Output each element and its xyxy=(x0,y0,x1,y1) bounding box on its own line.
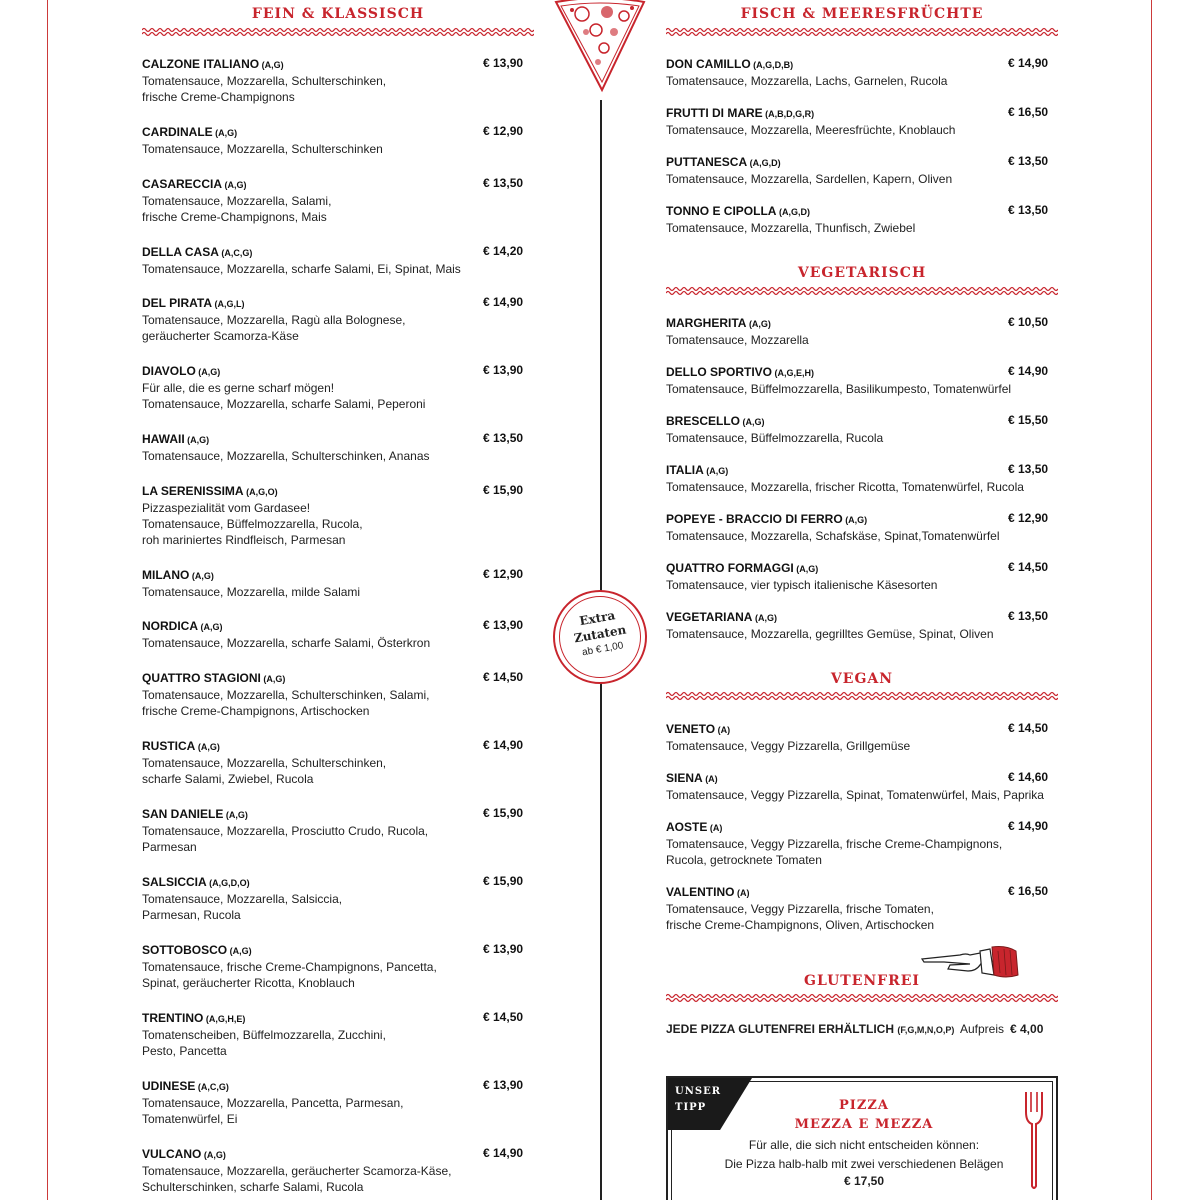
menu-item xyxy=(666,105,955,138)
item-name: AOSTE (A) xyxy=(666,820,723,834)
item-allergens: (A) xyxy=(707,823,723,833)
item-allergens: (A,G) xyxy=(198,622,223,632)
item-price: € 15,90 xyxy=(483,874,524,888)
item-name: LA SERENISSIMA (A,G,O) xyxy=(142,484,278,498)
item-name: CARDINALE (A,G) xyxy=(142,125,238,139)
section-title-fein: FEIN & KLASSISCH xyxy=(251,6,425,22)
menu-item xyxy=(142,1146,451,1195)
item-allergens: (A,G) xyxy=(793,564,819,574)
pointing-hand-icon xyxy=(920,945,1020,981)
item-description: frische Creme-Champignons, Mais xyxy=(142,210,327,224)
item-price: € 12,90 xyxy=(483,567,524,581)
item-name: DON CAMILLO (A,G,D,B) xyxy=(666,57,794,71)
item-description: Tomatensauce, Veggy Pizzarella, frische Tomaten, xyxy=(666,902,934,916)
item-description: Tomatensauce, Mozzarella, gegrilltes Gemüse, Spinat, Oliven xyxy=(666,627,994,641)
item-price: € 12,90 xyxy=(483,124,524,138)
item-allergens: (A,G) xyxy=(227,946,252,956)
item-description: Tomatensauce, Mozzarella, Schulterschinken, Ananas xyxy=(142,449,430,463)
tip-price: € 17,50 xyxy=(843,1174,885,1188)
section-title-vegan: VEGAN xyxy=(830,671,894,687)
glutenfree-label: JEDE PIZZA GLUTENFREI ERHÄLTLICH (F,G,M,N,O,P) xyxy=(666,1022,955,1036)
item-price: € 14,20 xyxy=(483,244,524,258)
item-name: QUATTRO FORMAGGI (A,G) xyxy=(666,561,819,575)
item-name: SIENA (A) xyxy=(666,771,718,785)
menu-item xyxy=(666,770,1044,803)
item-description: Tomatensauce, Mozzarella, Meeresfrüchte, Knoblauch xyxy=(666,123,956,137)
menu-item xyxy=(142,124,383,157)
item-name: FRUTTI DI MARE (A,B,D,G,R) xyxy=(666,106,815,120)
item-allergens: (A,G,O) xyxy=(243,487,278,497)
item-price: € 14,60 xyxy=(1008,770,1049,784)
menu-item xyxy=(666,203,915,236)
item-name: DELLO SPORTIVO (A,G,E,H) xyxy=(666,365,815,379)
item-price: € 12,90 xyxy=(1008,511,1049,525)
menu-item xyxy=(142,56,386,105)
item-price: € 13,50 xyxy=(1008,462,1049,476)
item-name: CALZONE ITALIANO (A,G) xyxy=(142,57,284,71)
item-name: RUSTICA (A,G) xyxy=(142,739,220,753)
menu-item xyxy=(666,413,883,446)
menu-item xyxy=(142,244,461,277)
menu-item xyxy=(666,364,1011,397)
tip-tag-line2: TIPP xyxy=(675,1102,707,1113)
menu-item xyxy=(142,483,363,548)
item-description: Tomatensauce, Mozzarella, milde Salami xyxy=(142,585,361,599)
tip-tag-line1: UNSER xyxy=(675,1086,722,1097)
item-allergens: (A,G) xyxy=(195,367,221,377)
fork-icon xyxy=(1023,1090,1045,1190)
item-price: € 13,90 xyxy=(483,56,524,70)
item-price: € 14,90 xyxy=(1008,364,1049,378)
item-description: Tomatensauce, Mozzarella, Thunfisch, Zwiebel xyxy=(666,221,916,235)
item-allergens: (A,G) xyxy=(184,435,210,445)
item-description: Tomatensauce, Mozzarella, frischer Ricotta, Tomatenwürfel, Rucola xyxy=(666,480,1024,494)
extra-toppings-badge xyxy=(553,590,647,684)
item-description: Tomatensauce, Büffelmozzarella, Rucola xyxy=(666,431,884,445)
extra-badge-line1: Extra xyxy=(578,608,617,629)
menu-item xyxy=(142,670,429,719)
surcharge-label: Aufpreis xyxy=(960,1022,1005,1036)
item-description: Tomatensauce, Mozzarella, Prosciutto Crudo, Rucola, xyxy=(142,824,429,838)
item-description: Parmesan, Rucola xyxy=(142,908,241,922)
item-description: Tomatensauce, Mozzarella, geräucherter Scamorza-Käse, xyxy=(142,1164,452,1178)
item-price: € 14,90 xyxy=(483,1146,524,1160)
item-description: geräucherter Scamorza-Käse xyxy=(142,329,299,343)
item-name: PUTTANESCA (A,G,D) xyxy=(666,155,781,169)
page-border-left xyxy=(47,0,48,1200)
item-name: BRESCELLO (A,G) xyxy=(666,414,765,428)
item-price: € 16,50 xyxy=(1008,884,1049,898)
item-price: € 15,50 xyxy=(1008,413,1049,427)
tip-title-1: PIZZA xyxy=(839,1098,889,1113)
menu-item xyxy=(666,609,994,642)
menu-item xyxy=(142,567,360,600)
item-description: scharfe Salami, Zwiebel, Rucola xyxy=(142,772,314,786)
item-price: € 13,90 xyxy=(483,1078,524,1092)
section-title-fisch: FISCH & MEERESFRÜCHTE xyxy=(740,6,984,22)
item-allergens: (A,G) xyxy=(195,742,220,752)
item-description: Tomatensauce, Mozzarella, Schafskäse, Spinat,Tomatenwürfel xyxy=(666,529,1000,543)
item-description: Tomatensauce, Veggy Pizzarella, Spinat, Tomatenwürfel, Mais, Paprika xyxy=(666,788,1044,802)
item-allergens: (A) xyxy=(702,774,718,784)
section-title-vegetarisch: VEGETARISCH xyxy=(797,265,927,281)
item-allergens: (A) xyxy=(734,888,750,898)
item-description: Für alle, die es gerne scharf mögen! xyxy=(142,381,335,395)
item-description: Tomatensauce, Büffelmozzarella, Rucola, xyxy=(142,517,363,531)
menu-item xyxy=(666,462,1024,495)
item-allergens: (A,B,D,G,R) xyxy=(762,109,815,119)
item-name: HAWAII (A,G) xyxy=(142,432,210,446)
item-name: DEL PIRATA (A,G,L) xyxy=(142,296,245,310)
menu-item xyxy=(142,874,342,923)
item-description: Tomatensauce, Mozzarella, Sardellen, Kapern, Oliven xyxy=(666,172,953,186)
item-description: Pizzaspezialität vom Gardasee! xyxy=(142,501,311,515)
menu-item xyxy=(666,511,1000,544)
item-allergens: (A,G) xyxy=(259,60,284,70)
glutenfree-row xyxy=(666,1022,1066,1040)
item-allergens: (A,G) xyxy=(223,810,248,820)
item-price: € 13,50 xyxy=(483,176,524,190)
glutenfree-allergens: (F,G,M,N,O,P) xyxy=(897,1025,955,1035)
section-divider-fisch xyxy=(666,27,1058,37)
item-allergens: (A,G,D,O) xyxy=(206,878,250,888)
item-allergens: (A,G) xyxy=(212,128,238,138)
extra-badge-line3: ab € 1,00 xyxy=(581,640,625,659)
surcharge-price: € 4,00 xyxy=(1010,1022,1044,1036)
item-name: SAN DANIELE (A,G) xyxy=(142,807,248,821)
item-price: € 10,50 xyxy=(1008,315,1049,329)
item-allergens: (A,G) xyxy=(746,319,771,329)
item-price: € 13,50 xyxy=(483,431,524,445)
item-name: VENETO (A) xyxy=(666,722,731,736)
item-allergens: (A,G,H,E) xyxy=(203,1014,246,1024)
item-description: Tomatensauce, Mozzarella, Salsiccia, xyxy=(142,892,343,906)
menu-item xyxy=(142,942,437,991)
section-divider-vegetarisch xyxy=(666,286,1058,296)
menu-item xyxy=(666,560,937,593)
tip-line-1: Für alle, die sich nicht entscheiden können: xyxy=(748,1138,980,1152)
item-name: MILANO (A,G) xyxy=(142,568,214,582)
menu-item xyxy=(142,738,386,787)
item-name: UDINESE (A,C,G) xyxy=(142,1079,229,1093)
item-price: € 14,50 xyxy=(483,670,524,684)
menu-item xyxy=(666,884,934,933)
item-price: € 13,50 xyxy=(1008,154,1049,168)
item-name: ITALIA (A,G) xyxy=(666,463,729,477)
item-name: POPEYE - BRACCIO DI FERRO (A,G) xyxy=(666,512,868,526)
item-allergens: (A,G) xyxy=(201,1150,226,1160)
item-price: € 14,50 xyxy=(1008,560,1049,574)
extra-badge-line2: Zutaten xyxy=(572,622,628,646)
item-description: Tomatensauce, Mozzarella, Pancetta, Parmesan, xyxy=(142,1096,404,1110)
item-allergens: (A,G,D) xyxy=(776,207,810,217)
item-description: Tomatensauce, Mozzarella, scharfe Salami, Österkron xyxy=(142,636,431,650)
item-price: € 14,50 xyxy=(1008,721,1049,735)
item-name: VALENTINO (A) xyxy=(666,885,750,899)
menu-item xyxy=(142,431,430,464)
item-description: Tomatensauce, Veggy Pizzarella, frische Creme-Champignons, xyxy=(666,837,1003,851)
item-name: SOTTOBOSCO (A,G) xyxy=(142,943,252,957)
tip-title-2: MEZZA E MEZZA xyxy=(794,1117,934,1132)
item-price: € 13,90 xyxy=(483,363,524,377)
item-description: Tomatensauce, Mozzarella, Lachs, Garnelen, Rucola xyxy=(666,74,948,88)
item-description: frische Creme-Champignons xyxy=(142,90,295,104)
item-description: frische Creme-Champignons, Oliven, Artischocken xyxy=(666,918,935,932)
item-description: Tomatensauce, Mozzarella, Schulterschinken xyxy=(142,142,383,156)
item-name: NORDICA (A,G) xyxy=(142,619,223,633)
item-description: roh mariniertes Rindfleisch, Parmesan xyxy=(142,533,346,547)
menu-item xyxy=(666,315,809,348)
menu-item xyxy=(142,295,405,344)
item-allergens: (A,G,D,B) xyxy=(750,60,794,70)
item-name: SALSICCIA (A,G,D,O) xyxy=(142,875,250,889)
item-description: Pesto, Pancetta xyxy=(142,1044,227,1058)
item-price: € 15,90 xyxy=(483,806,524,820)
item-allergens: (A,G,E,H) xyxy=(772,368,815,378)
item-name: DELLA CASA (A,C,G) xyxy=(142,245,253,259)
item-price: € 14,50 xyxy=(483,1010,524,1024)
item-price: € 13,90 xyxy=(483,942,524,956)
item-name: TONNO E CIPOLLA (A,G,D) xyxy=(666,204,810,218)
menu-item xyxy=(666,721,910,754)
section-divider-fein xyxy=(142,27,534,37)
item-allergens: (A,G) xyxy=(260,674,286,684)
section-divider-glutenfrei xyxy=(666,993,1058,1003)
item-allergens: (A,G) xyxy=(740,417,765,427)
item-name: MARGHERITA (A,G) xyxy=(666,316,771,330)
item-description: Tomatensauce, Mozzarella, Schulterschinken, xyxy=(142,756,387,770)
tip-box xyxy=(666,1076,1058,1200)
item-allergens: (A,C,G) xyxy=(195,1082,229,1092)
item-description: Tomatensauce, Mozzarella, Ragù alla Bolognese, xyxy=(142,313,406,327)
item-price: € 14,90 xyxy=(1008,819,1049,833)
item-description: Tomatensauce, Mozzarella, Schulterschinken, Salami, xyxy=(142,688,430,702)
item-allergens: (A,G,D) xyxy=(747,158,781,168)
item-allergens: (A,G) xyxy=(189,571,214,581)
item-description: Tomatenwürfel, Ei xyxy=(142,1112,238,1126)
menu-item xyxy=(666,56,947,89)
item-name: CASARECCIA (A,G) xyxy=(142,177,247,191)
item-price: € 14,90 xyxy=(1008,56,1049,70)
item-allergens: (A,G) xyxy=(842,515,868,525)
item-name: TRENTINO (A,G,H,E) xyxy=(142,1011,246,1025)
item-description: Tomatensauce, vier typisch italienische Käsesorten xyxy=(666,578,938,592)
item-allergens: (A,G) xyxy=(703,466,729,476)
item-price: € 13,90 xyxy=(483,618,524,632)
item-price: € 13,50 xyxy=(1008,203,1049,217)
item-description: Tomatensauce, Mozzarella xyxy=(666,333,809,347)
item-description: Tomatensauce, Mozzarella, Salami, xyxy=(142,194,332,208)
item-description: frische Creme-Champignons, Artischocken xyxy=(142,704,370,718)
pizza-slice-icon xyxy=(552,0,648,96)
page-border-right xyxy=(1151,0,1152,1200)
item-description: Tomatensauce, Büffelmozzarella, Basilikumpesto, Tomatenwürfel xyxy=(666,382,1012,396)
item-allergens: (A,G,L) xyxy=(212,299,245,309)
item-price: € 16,50 xyxy=(1008,105,1049,119)
item-price: € 13,50 xyxy=(1008,609,1049,623)
item-allergens: (A,G) xyxy=(222,180,247,190)
item-description: Tomatensauce, Mozzarella, scharfe Salami, Peperoni xyxy=(142,397,426,411)
item-price: € 14,90 xyxy=(483,738,524,752)
item-description: Schulterschinken, scharfe Salami, Rucola xyxy=(142,1180,364,1194)
item-description: Tomatensauce, Mozzarella, scharfe Salami, Ei, Spinat, Mais xyxy=(142,262,461,276)
item-name: VULCANO (A,G) xyxy=(142,1147,226,1161)
tip-line-2: Die Pizza halb-halb mit zwei verschiedenen Belägen xyxy=(724,1157,1004,1171)
menu-item xyxy=(142,1078,403,1127)
menu-item xyxy=(142,176,331,225)
item-description: Tomatenscheiben, Büffelmozzarella, Zucchini, xyxy=(142,1028,386,1042)
item-description: Spinat, geräucherter Ricotta, Knoblauch xyxy=(142,976,355,990)
item-allergens: (A,C,G) xyxy=(218,248,253,258)
section-divider-vegan xyxy=(666,691,1058,701)
item-description: Tomatensauce, Mozzarella, Schulterschinken, xyxy=(142,74,387,88)
menu-item xyxy=(142,363,425,412)
section-title-glutenfrei: GLUTENFREI xyxy=(804,973,920,989)
menu-item xyxy=(142,1010,386,1059)
item-name: DIAVOLO (A,G) xyxy=(142,364,221,378)
item-allergens: (A,G) xyxy=(752,613,777,623)
item-description: Tomatensauce, frische Creme-Champignons, Pancetta, xyxy=(142,960,437,974)
menu-item xyxy=(142,806,428,855)
item-description: Parmesan xyxy=(142,840,197,854)
item-price: € 14,90 xyxy=(483,295,524,309)
menu-item xyxy=(142,618,430,651)
menu-item xyxy=(666,154,952,187)
item-price: € 15,90 xyxy=(483,483,524,497)
item-description: Tomatensauce, Veggy Pizzarella, Grillgemüse xyxy=(666,739,911,753)
item-allergens: (A) xyxy=(715,725,731,735)
item-description: Rucola, getrocknete Tomaten xyxy=(666,853,822,867)
item-name: VEGETARIANA (A,G) xyxy=(666,610,777,624)
item-name: QUATTRO STAGIONI (A,G) xyxy=(142,671,286,685)
menu-item xyxy=(666,819,1002,868)
